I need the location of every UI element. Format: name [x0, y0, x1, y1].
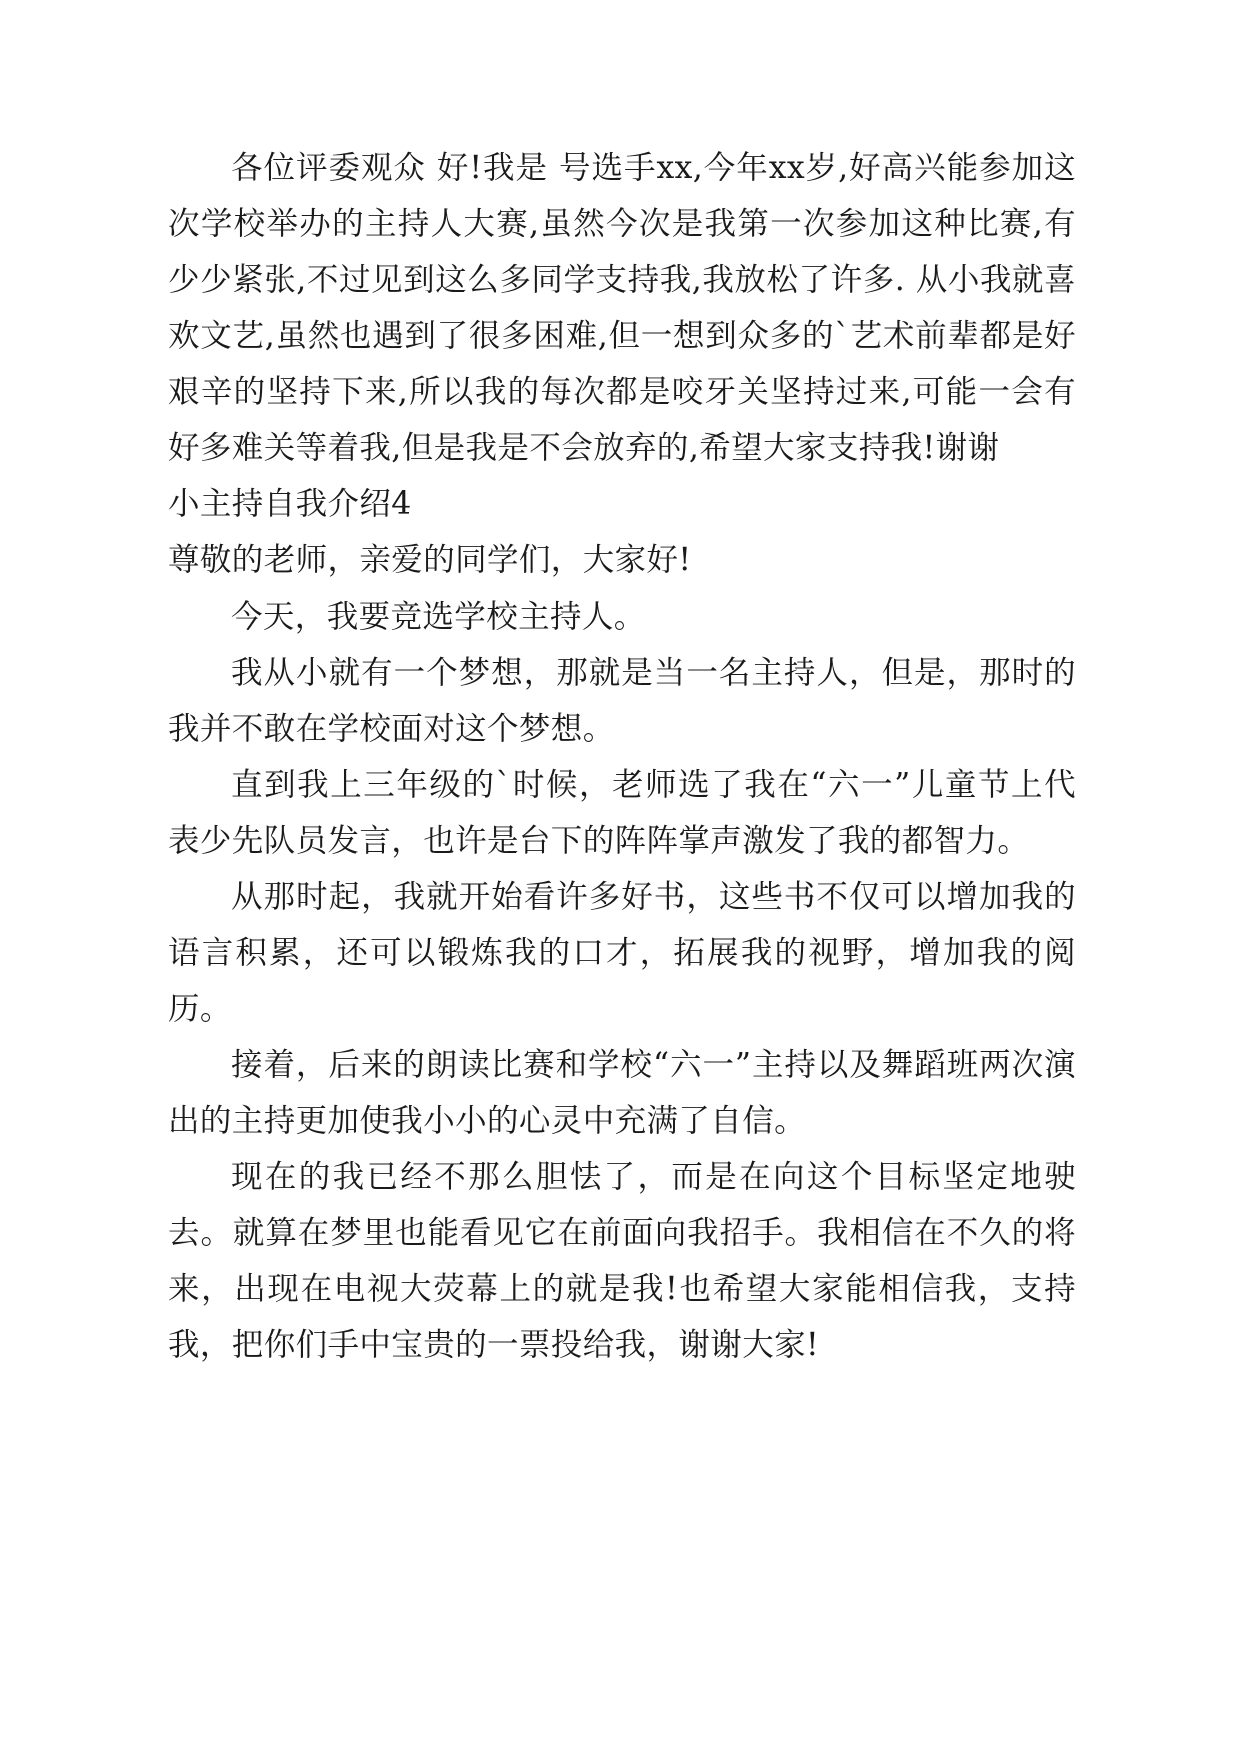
paragraph-third-grade: 直到我上三年级的`时候，老师选了我在“六一”儿童节上代表少先队员发言，也许是台下的阵阵掌声激发了我的都智力。 — [168, 766, 1076, 859]
document-body — [168, 140, 1076, 1373]
paragraph-speech-opening: 各位评委观众 好!我是 号选手xx,今年xx岁,好高兴能参加这次学校举办的主持人大赛,虽然今次是我第一次参加这种比赛,有少少紧张,不过见到这么多同学支持我,我放松了许多. 从小我就喜欢文艺,虽然也遇到了很多困难,但一想到众多的`艺术前辈都是好艰辛的坚持下来,所以我的每次都是咬牙关坚持过来,可能一会有好多难关等着我,但是我是不会放弃的,希望大家支持我!谢谢 — [168, 150, 1076, 467]
paragraph-confidence: 接着，后来的朗读比赛和学校“六一”主持以及舞蹈班两次演出的主持更加使我小小的心灵中充满了自信。 — [168, 1047, 1076, 1140]
section-heading: 小主持自我介绍4 — [168, 486, 412, 523]
paragraph-closing: 现在的我已经不那么胆怯了，而是在向这个目标坚定地驶去。就算在梦里也能看见它在前面向我招手。我相信在不久的将来，出现在电视大荧幕上的就是我!也希望大家能相信我，支持我，把你们手中宝贵的一票投给我，谢谢大家! — [168, 1159, 1076, 1364]
paragraph-purpose: 今天，我要竞选学校主持人。 — [231, 598, 646, 635]
paragraph-dream: 我从小就有一个梦想，那就是当一名主持人，但是，那时的我并不敢在学校面对这个梦想。 — [168, 654, 1076, 747]
paragraph-reading-books: 从那时起，我就开始看许多好书，这些书不仅可以增加我的语言积累，还可以锻炼我的口才，拓展我的视野，增加我的阅历。 — [168, 878, 1076, 1027]
paragraph-salutation: 尊敬的老师，亲爱的同学们，大家好! — [168, 542, 692, 579]
